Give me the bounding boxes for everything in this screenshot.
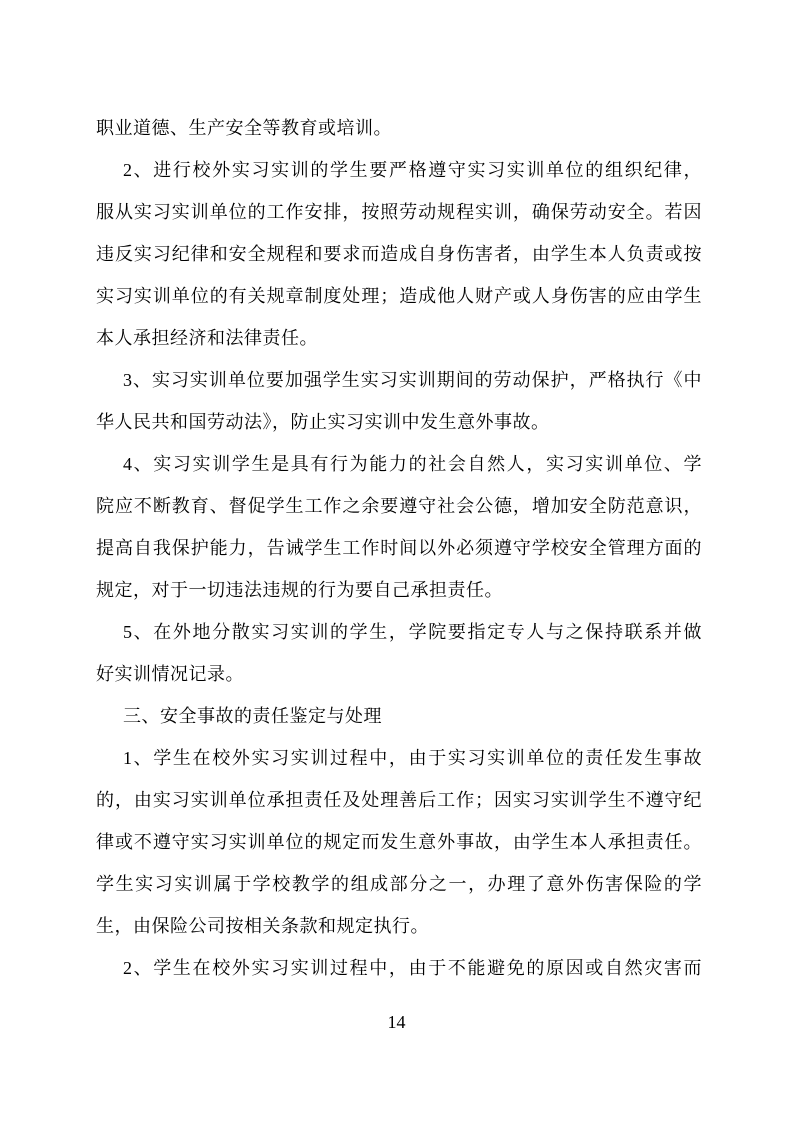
text-line: 5、在外地分散实习实训的学生，学院要指定专人与之保持联系并做 — [123, 622, 702, 642]
text-line: 实习实训单位的有关规章制度处理；造成他人财产或人身伤害的应由学生 — [96, 286, 702, 306]
text-line: 提高自我保护能力，告诫学生工作时间以外必须遵守学校安全管理方面的 — [96, 538, 702, 558]
paragraph-continuation — [96, 107, 702, 149]
paragraph-item-4 — [96, 443, 702, 611]
text-line: 规定，对于一切违法违规的行为要自己承担责任。 — [96, 580, 503, 600]
text-line: 的，由实习实训单位承担责任及处理善后工作；因实习实训学生不遵守纪 — [96, 790, 702, 810]
text-line: 律或不遵守实习实训单位的规定而发生意外事故，由学生本人承担责任。 — [96, 832, 702, 852]
text-line: 职业道德、生产安全等教育或培训。 — [96, 118, 392, 138]
text-line: 学生实习实训属于学校教学的组成部分之一，办理了意外伤害保险的学 — [96, 874, 702, 894]
text-line: 院应不断教育、督促学生工作之余要遵守社会公德，增加安全防范意识， — [96, 496, 702, 516]
paragraph-item-5 — [96, 611, 702, 695]
text-line: 4、实习实训学生是具有行为能力的社会自然人，实习实训单位、学 — [123, 454, 702, 474]
paragraph-item-1 — [96, 737, 702, 947]
document-body — [96, 107, 702, 989]
paragraph-item-3 — [96, 359, 702, 443]
text-line: 2、进行校外实习实训的学生要严格遵守实习实训单位的组织纪律， — [123, 160, 702, 180]
text-line: 违反实习纪律和安全规程和要求而造成自身伤害者，由学生本人负责或按 — [96, 244, 702, 264]
text-line: 好实训情况记录。 — [96, 664, 244, 684]
text-line: 3、实习实训单位要加强学生实习实训期间的劳动保护，严格执行《中 — [123, 370, 702, 390]
text-line: 本人承担经济和法律责任。 — [96, 328, 318, 348]
text-line: 1、学生在校外实习实训过程中，由于实习实训单位的责任发生事故 — [123, 748, 702, 768]
page-number: 14 — [387, 1012, 406, 1032]
text-line: 生，由保险公司按相关条款和规定执行。 — [96, 916, 429, 936]
heading-line: 三、安全事故的责任鉴定与处理 — [123, 706, 382, 726]
paragraph-item-2 — [96, 149, 702, 359]
paragraph-item-2b — [96, 947, 702, 989]
text-line: 服从实习实训单位的工作安排，按照劳动规程实训，确保劳动安全。若因 — [96, 202, 702, 222]
text-line: 华人民共和国劳动法》，防止实习实训中发生意外事故。 — [96, 412, 550, 432]
section-heading — [96, 695, 702, 737]
text-line: 2、学生在校外实习实训过程中，由于不能避免的原因或自然灾害而 — [123, 958, 702, 978]
